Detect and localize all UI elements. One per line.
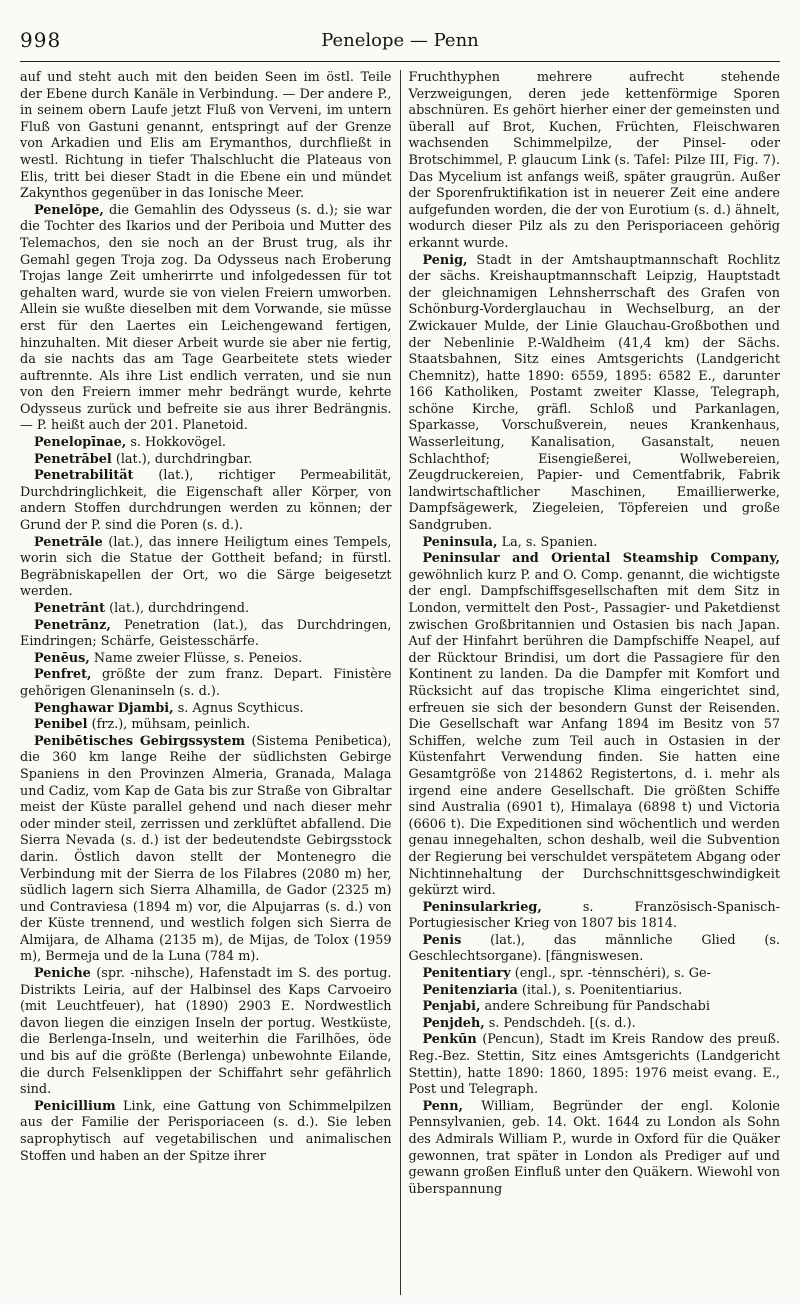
dictionary-entry xyxy=(409,1099,781,1199)
right-column xyxy=(401,70,781,1295)
entry-text: s. Französisch-Spanisch-Portugiesischer Krieg von 1807 bis 1814. xyxy=(408,899,780,932)
entry-text: William, Begründer der engl. Kolonie Pennsylvanien, geb. 14. Okt. 1644 zu London als Sohn des Admirals William P., wurde in Oxford für die Quäker gewonnen, trat später in London als Prediger auf und gewann großen Einfluß unter den Quäkern. Wiewohl von überspannung xyxy=(408,1098,780,1197)
entry-text: größte der zum franz. Depart. Finistère gehörigen Glenaninseln (s. d.). xyxy=(20,667,392,699)
dictionary-entry xyxy=(409,900,781,933)
entry-headword: Peniche xyxy=(34,966,91,982)
entry-text: die Gemahlin des Odysseus (s. d.); sie war die Tochter des Ikarios und der Periboia und Mutter des Telemachos, den sie noch an der Brust trug, als ihr Gemahl gegen Troja zog. Da Odysseus nach Eroberung Trojas lange Zeit umherirrte und infolgedessen für tot gehalten ward, wurde sie von vielen Freiern umworben. Allein sie wußte dieselben mit dem Vorwande, sie müsse erst für den Laertes ein Leichengewand fertigen, hinzuhalten. Mit dieser Arbeit wurde sie aber nie fertig, da sie nachts das am Tage Gearbeitete stets wieder auftrennte. Als ihre List endlich verraten, und sie nun von den Freiern immer mehr bedrängt wurde, kehrte Odysseus zurück und befreite sie aus ihrer Bedrängnis. — P. heißt auch der 201. Planetoid. xyxy=(20,202,392,434)
page-number: 998 xyxy=(20,28,62,52)
entry-text: (lat.), das innere Heiligtum eines Tempels, worin sich die Statue der Gottheit befand; in fürstl. Begräbniskapellen der Ort, wo die Särge beigesetzt werden. xyxy=(20,534,392,600)
entry-headword: Penig, xyxy=(422,252,468,268)
dictionary-entry xyxy=(20,717,392,734)
entry-text: s. Agnus Scythicus. xyxy=(177,700,304,716)
entry-text: (Pencun), Stadt im Kreis Randow des preuß. Reg.-Bez. Stettin, Sitz eines Amtsgerichts (Landgericht Stettin), hatte 1890: 1860, 1895: 1976 meist evang. E., Post und Telegraph. xyxy=(408,1032,780,1098)
entry-headword: Penkūn xyxy=(422,1032,477,1048)
entry-headword: Penibel xyxy=(34,717,88,733)
entry-text: (lat.), das männliche Glied (s. Geschlechtsorgane). [fängniswesen. xyxy=(408,932,780,965)
entry-headword: Penibētisches Gebirgssystem xyxy=(34,733,246,749)
dictionary-entry xyxy=(20,601,392,618)
dictionary-entry xyxy=(20,535,392,601)
page-header xyxy=(20,22,780,62)
entry-headword: Penetrābel xyxy=(34,451,112,467)
dictionary-entry xyxy=(20,667,392,700)
left-column xyxy=(20,70,400,1295)
entry-headword: Penis xyxy=(422,932,462,948)
entry-text: Link, eine Gattung von Schimmelpilzen aus der Familie der Perisporiaceen (s. d.). Sie leben saprophytisch auf vegetabilischen und animalischen Stoffen und haben an der Spitze ihrer xyxy=(20,1098,392,1164)
dictionary-entry xyxy=(20,618,392,651)
entry-text: (ital.), s. Poenitentiarius. xyxy=(521,982,683,998)
entry-headword: Penn, xyxy=(422,1098,463,1114)
entry-headword: Peninsula, xyxy=(422,534,498,550)
entry-headword: Peninsularkrieg, xyxy=(422,899,542,915)
entry-text: gewöhnlich kurz P. and O. Comp. genannt, die wichtigste der engl. Dampfschiffsgesellschaften mit dem Sitz in London, vermittelt den Post-, Passagier- und Paketdienst zwischen Großbritannien und Ostasien bis nach Japan. Auf der Hinfahrt berühren die Dampfschiffe Neapel, auf der Rücktour Brindisi, um dort die Passagiere für den Kontinent zu landen. Da die Dampfer mit Komfort und Rücksicht auf das tropische Klima eingerichtet sind, erfreuen sie sich der besondern Gunst der Reisenden. Die Gesellschaft war Anfang 1894 im Besitz von 57 Schiffen, welche zum Teil auch in Ostasien in der Küstenfahrt Verwendung finden. Sie hatten eine Gesamtgröße von 214862 Registertons, d. i. mehr als irgend eine andere Gesellschaft. Die größten Schiffe sind Australia (6901 t), Himalaya (6898 t) und Victoria (6606 t). Die Expeditionen sind wöchentlich und werden genau innegehalten, schon deshalb, weil die Subvention der Regierung bei verschuldet verspätetem Abgang oder Nichtinnehaltung der Durchschnittsgeschwindigkeit gekürzt wird. xyxy=(408,567,780,899)
entry-text: (frz.), mühsam, peinlich. xyxy=(91,717,251,733)
entry-headword: Penitentiary xyxy=(422,966,511,982)
entry-headword: Penjabi, xyxy=(422,999,481,1015)
entry-headword: Penghawar Djambi, xyxy=(34,700,174,716)
dictionary-entry xyxy=(20,734,392,966)
entry-text: s. Pendschdeh. [(s. d.). xyxy=(488,1015,636,1031)
entry-headword: Penelopīnae, xyxy=(34,435,127,451)
entry-text: Penetration (lat.), das Durchdringen, Eindringen; Schärfe, Geistesschärfe. xyxy=(20,617,392,650)
entry-headword: Penetrabilität xyxy=(34,468,134,484)
entry-headword: Penetrānz, xyxy=(34,617,111,633)
entry-text: Stadt in der Amtshauptmannschaft Rochlitz der sächs. Kreishauptmannschaft Leipzig, Hauptstadt der gleichnamigen Lehnsherrschaft des Grafen von Schönburg-Vorderglauchau in Wechselburg, an der Zwickauer Mulde, der Linie Glauchau-Großbothen und der Nebenlinie P.-Waldheim (41,4 km) der Sächs. Staatsbahnen, Sitz eines Amtsgerichts (Landgericht Chemnitz), hatte 1890: 6559, 1895: 6582 E., darunter 166 Katholiken, Postamt zweiter Klasse, Telegraph, schöne Kirche, gräfl. Schloß und Parkanlagen, Sparkasse, Vorschußverein, neues Krankenhaus, Wasserleitung, Kanalisation, Gasanstalt, neuen Schlachthof; Eisengießerei, Wollwebereien, Zeugdruckereien, Papier- und Cementfabrik, Fabrik landwirtschaftlicher Maschinen, Emaillierwerke, Dampfsägewerk, Ziegeleien, Töpfereien und große Sandgruben. xyxy=(408,252,780,534)
entry-headword: Penjdeh, xyxy=(422,1015,485,1031)
entry-text: andere Schreibung für Pandschabi xyxy=(484,999,710,1015)
dictionary-entry xyxy=(409,1016,781,1033)
dictionary-entry xyxy=(409,70,781,253)
text-columns xyxy=(20,70,780,1295)
dictionary-entry xyxy=(20,966,392,1099)
entry-text: (spr. -nihsche), Hafenstadt im S. des portug. Distrikts Leiria, auf der Halbinsel des Kaps Carvoeiro (mit Leuchtfeuer), hat (1890) 2903 E. Nordwestlich davon liegen die einzigen Inseln der portug. Westküste, die Berlenga-Inseln, und weiterhin die Farilhões, öde und bis auf die größte (Berlenga) unbewohnte Eilande, die durch Felsenklippen der Schiffahrt sehr gefährlich sind. xyxy=(20,966,392,1098)
entry-text: (lat.), durchdringend. xyxy=(109,601,250,616)
dictionary-entry xyxy=(20,452,392,469)
dictionary-entry xyxy=(20,468,392,534)
dictionary-entry xyxy=(409,1032,781,1098)
dictionary-entry xyxy=(409,966,781,983)
entry-text: (lat.), durchdringbar. xyxy=(115,451,253,467)
dictionary-entry xyxy=(20,203,392,435)
entry-text: La, s. Spanien. xyxy=(501,534,598,550)
dictionary-entry xyxy=(20,1099,392,1165)
entry-headword: Penelŏpe, xyxy=(34,202,104,218)
dictionary-entry xyxy=(409,551,781,899)
entry-headword: Peninsular and Oriental Steamship Company, xyxy=(422,551,780,567)
entry-text: auf und steht auch mit den beiden Seen im östl. Teile der Ebene durch Kanäle in Verbindung. — Der andere P., in seinem obern Laufe jetzt Fluß von Verveni, im untern Fluß von Gastuni genannt, entspringt auf der Grenze von Arkadien und Elis am Erymanthos, durchfließt in westl. Richtung in tiefer Thalschlucht die Plateaus von Elis, tritt bei dieser Stadt in die Ebene ein und mündet Zakynthos gegenüber in das Ionische Meer. xyxy=(20,70,392,202)
entry-headword: Penfret, xyxy=(34,667,92,683)
entry-text: (lat.), richtiger Permeabilität, Durchdringlichkeit, die Eigenschaft aller Körper, von andern Stoffen durchdrungen werden zu können; der Grund der P. sind die Poren (s. d.). xyxy=(20,468,392,534)
entry-text: (engl., spr. -tėnnschėri), s. Ge- xyxy=(514,966,711,982)
dictionary-entry xyxy=(409,535,781,552)
entry-headword: Penēus, xyxy=(34,650,90,666)
entry-text: Name zweier Flüsse, s. Peneios. xyxy=(93,650,303,666)
entry-headword: Penetrānt xyxy=(34,601,106,616)
dictionary-entry xyxy=(20,701,392,718)
dictionary-entry xyxy=(20,435,392,452)
dictionary-entry xyxy=(409,999,781,1016)
dictionary-entry xyxy=(20,70,392,203)
dictionary-entry xyxy=(409,983,781,1000)
entry-text: Fruchthyphen mehrere aufrecht stehende Verzweigungen, deren jede kettenförmige Sporen abschnüren. Es gehört hierher einer der gemeinsten und überall auf Brot, Kuchen, Früchten, Fleischwaren wachsenden Schimmelpilze, der Pinsel- oder Brotschimmel, P. glaucum Link (s. Tafel: Pilze III, Fig. 7). Das Mycelium ist anfangs weiß, später graugrün. Außer der Sporenfruktifikation ist in neuerer Zeit eine andere aufgefunden worden, die der von Eurotium (s. d.) ähnelt, wodurch dieser Pilz als zu den Perisporiaceen gehörig erkannt wurde. xyxy=(408,70,780,251)
entry-text: s. Hokkovögel. xyxy=(130,435,226,451)
dictionary-entry xyxy=(409,253,781,535)
dictionary-entry xyxy=(20,651,392,668)
entry-headword: Penetrāle xyxy=(34,534,103,550)
entry-headword: Penicillium xyxy=(34,1098,116,1114)
dictionary-entry xyxy=(409,933,781,966)
running-title: Penelope — Penn xyxy=(321,30,479,51)
entry-text: (Sistema Penibetica), die 360 km lange Reihe der südlichsten Gebirge Spaniens in den Provinzen Almeria, Granada, Malaga und Cadiz, vom Kap de Gata bis zur Straße von Gibraltar meist der Küste parallel gehend und nach dieser mehr oder minder steil, zerrissen und zerklüftet abfallend. Die Sierra Nevada (s. d.) ist der bedeutendste Gebirgsstock darin. Östlich davon stellt der Montenegro die Verbindung mit der Sierra de los Filabres (2080 m) her, südlich lagern sich Sierra Alhamilla, de Gador (2325 m) und Contraviesa (1894 m) vor, die Alpujarras (s. d.) von der Küste trennend, und westlich folgen sich Sierra de Almijara, de Alhama (2135 m), de Mijas, de Tolox (1959 m), Bermeja und de la Luna (784 m). xyxy=(20,733,392,965)
entry-headword: Penitenziaria xyxy=(422,982,518,998)
